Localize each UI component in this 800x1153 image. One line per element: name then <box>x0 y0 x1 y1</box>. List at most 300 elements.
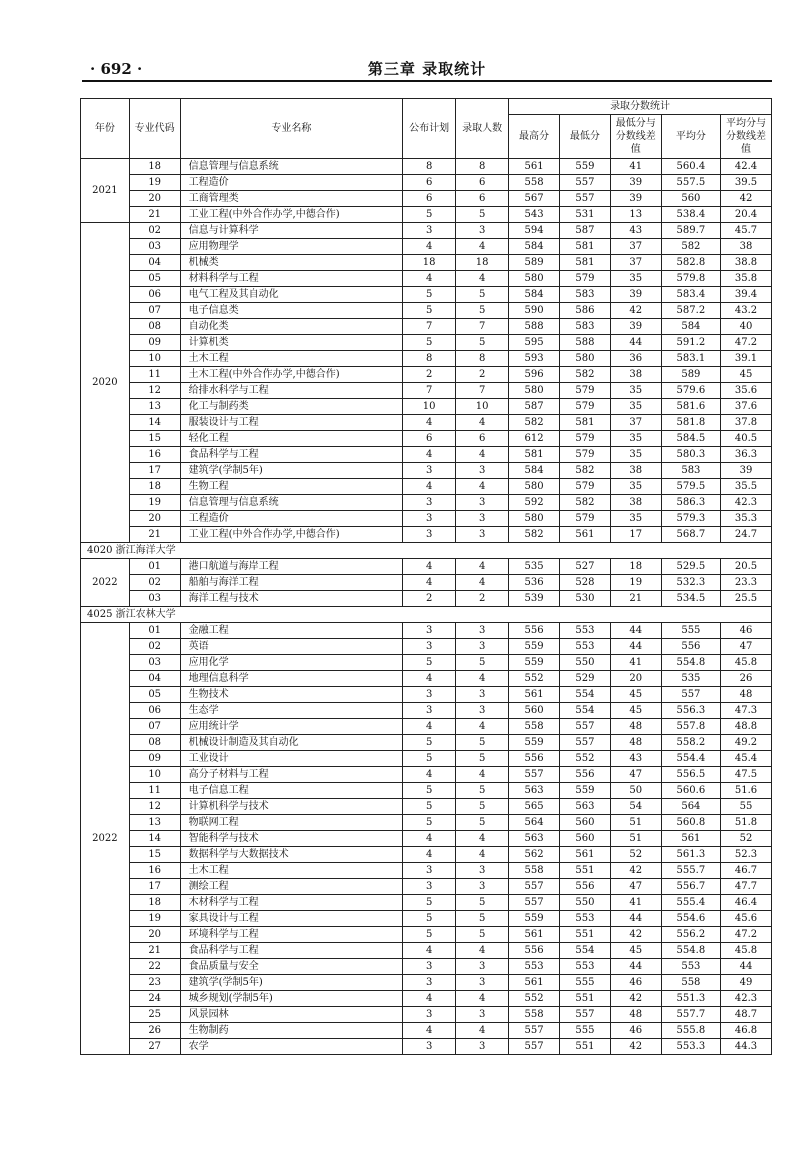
avg-cell: 534.5 <box>661 591 720 607</box>
table-row <box>81 303 772 319</box>
min-diff-cell: 35 <box>610 271 661 287</box>
min-diff-cell: 35 <box>610 447 661 463</box>
min-cell: 557 <box>559 175 610 191</box>
plan-cell: 4 <box>403 991 456 1007</box>
year-cell: 2021 <box>81 159 130 223</box>
avg-cell: 561.3 <box>661 847 720 863</box>
avg-cell: 553.3 <box>661 1039 720 1055</box>
table-row <box>81 527 772 543</box>
col-avg: 平均分 <box>661 115 720 159</box>
min-diff-cell: 51 <box>610 831 661 847</box>
code-cell: 02 <box>129 223 180 239</box>
table-row <box>81 1039 772 1055</box>
table-row <box>81 175 772 191</box>
code-cell: 14 <box>129 831 180 847</box>
avg-cell: 584.5 <box>661 431 720 447</box>
col-name: 专业名称 <box>180 99 403 159</box>
chapter-title: 第三章 录取统计 <box>367 60 487 78</box>
plan-cell: 4 <box>403 575 456 591</box>
max-cell: 558 <box>509 719 560 735</box>
min-cell: 560 <box>559 815 610 831</box>
avg-diff-cell: 48.7 <box>721 1007 772 1023</box>
code-cell: 13 <box>129 399 180 415</box>
min-cell: 583 <box>559 319 610 335</box>
admitted-cell: 4 <box>456 559 509 575</box>
code-cell: 20 <box>129 511 180 527</box>
avg-diff-cell: 42.3 <box>721 495 772 511</box>
name-cell: 计算机类 <box>180 335 403 351</box>
avg-diff-cell: 45.8 <box>721 943 772 959</box>
max-cell: 580 <box>509 271 560 287</box>
table-row <box>81 879 772 895</box>
max-cell: 557 <box>509 879 560 895</box>
table-row <box>81 911 772 927</box>
avg-cell: 560 <box>661 191 720 207</box>
avg-cell: 586.3 <box>661 495 720 511</box>
plan-cell: 4 <box>403 415 456 431</box>
name-cell: 生物技术 <box>180 687 403 703</box>
min-diff-cell: 35 <box>610 511 661 527</box>
name-cell: 木材科学与工程 <box>180 895 403 911</box>
plan-cell: 3 <box>403 687 456 703</box>
plan-cell: 4 <box>403 559 456 575</box>
code-cell: 23 <box>129 975 180 991</box>
max-cell: 594 <box>509 223 560 239</box>
avg-diff-cell: 37.6 <box>721 399 772 415</box>
table-row <box>81 655 772 671</box>
min-diff-cell: 39 <box>610 287 661 303</box>
min-diff-cell: 42 <box>610 991 661 1007</box>
plan-cell: 4 <box>403 239 456 255</box>
min-diff-cell: 47 <box>610 879 661 895</box>
name-cell: 信息与计算科学 <box>180 223 403 239</box>
table-row <box>81 191 772 207</box>
admitted-cell: 3 <box>456 463 509 479</box>
min-diff-cell: 46 <box>610 975 661 991</box>
max-cell: 557 <box>509 895 560 911</box>
plan-cell: 4 <box>403 671 456 687</box>
plan-cell: 5 <box>403 735 456 751</box>
avg-cell: 557 <box>661 687 720 703</box>
min-cell: 553 <box>559 623 610 639</box>
min-cell: 557 <box>559 191 610 207</box>
min-diff-cell: 37 <box>610 239 661 255</box>
code-cell: 07 <box>129 719 180 735</box>
max-cell: 536 <box>509 575 560 591</box>
table-row <box>81 223 772 239</box>
min-diff-cell: 42 <box>610 863 661 879</box>
avg-cell: 529.5 <box>661 559 720 575</box>
code-cell: 21 <box>129 527 180 543</box>
code-cell: 01 <box>129 623 180 639</box>
university-title: 4020 浙江海洋大学 <box>81 543 772 559</box>
plan-cell: 4 <box>403 831 456 847</box>
min-diff-cell: 52 <box>610 847 661 863</box>
min-diff-cell: 44 <box>610 639 661 655</box>
name-cell: 工商管理类 <box>180 191 403 207</box>
avg-cell: 579.5 <box>661 479 720 495</box>
table-row <box>81 559 772 575</box>
table-row <box>81 335 772 351</box>
code-cell: 03 <box>129 655 180 671</box>
max-cell: 587 <box>509 399 560 415</box>
name-cell: 给排水科学与工程 <box>180 383 403 399</box>
code-cell: 07 <box>129 303 180 319</box>
plan-cell: 5 <box>403 911 456 927</box>
code-cell: 18 <box>129 159 180 175</box>
min-diff-cell: 35 <box>610 399 661 415</box>
code-cell: 03 <box>129 239 180 255</box>
avg-diff-cell: 24.7 <box>721 527 772 543</box>
admitted-cell: 5 <box>456 655 509 671</box>
name-cell: 应用化学 <box>180 655 403 671</box>
admitted-cell: 4 <box>456 239 509 255</box>
admitted-cell: 7 <box>456 319 509 335</box>
avg-cell: 556.2 <box>661 927 720 943</box>
avg-cell: 560.4 <box>661 159 720 175</box>
min-cell: 551 <box>559 927 610 943</box>
avg-diff-cell: 25.5 <box>721 591 772 607</box>
max-cell: 557 <box>509 1039 560 1055</box>
min-diff-cell: 20 <box>610 671 661 687</box>
table-row <box>81 767 772 783</box>
admitted-cell: 5 <box>456 895 509 911</box>
min-cell: 579 <box>559 271 610 287</box>
min-cell: 555 <box>559 975 610 991</box>
min-diff-cell: 37 <box>610 255 661 271</box>
plan-cell: 3 <box>403 1039 456 1055</box>
max-cell: 556 <box>509 943 560 959</box>
plan-cell: 5 <box>403 655 456 671</box>
max-cell: 557 <box>509 1023 560 1039</box>
min-diff-cell: 38 <box>610 495 661 511</box>
min-diff-cell: 13 <box>610 207 661 223</box>
avg-cell: 583 <box>661 463 720 479</box>
code-cell: 18 <box>129 895 180 911</box>
name-cell: 自动化类 <box>180 319 403 335</box>
avg-cell: 581.8 <box>661 415 720 431</box>
table-row <box>81 511 772 527</box>
col-year: 年份 <box>81 99 130 159</box>
admitted-cell: 8 <box>456 159 509 175</box>
admitted-cell: 3 <box>456 511 509 527</box>
code-cell: 08 <box>129 735 180 751</box>
admitted-cell: 4 <box>456 767 509 783</box>
max-cell: 552 <box>509 671 560 687</box>
min-diff-cell: 44 <box>610 335 661 351</box>
min-cell: 579 <box>559 383 610 399</box>
max-cell: 584 <box>509 463 560 479</box>
plan-cell: 4 <box>403 271 456 287</box>
max-cell: 561 <box>509 927 560 943</box>
max-cell: 593 <box>509 351 560 367</box>
name-cell: 土木工程 <box>180 863 403 879</box>
avg-diff-cell: 49 <box>721 975 772 991</box>
avg-diff-cell: 47.2 <box>721 927 772 943</box>
avg-diff-cell: 42.3 <box>721 991 772 1007</box>
name-cell: 土木工程 <box>180 351 403 367</box>
max-cell: 582 <box>509 527 560 543</box>
plan-cell: 3 <box>403 639 456 655</box>
code-cell: 19 <box>129 495 180 511</box>
min-diff-cell: 21 <box>610 591 661 607</box>
min-cell: 528 <box>559 575 610 591</box>
max-cell: 552 <box>509 991 560 1007</box>
name-cell: 计算机科学与技术 <box>180 799 403 815</box>
avg-cell: 555.4 <box>661 895 720 911</box>
code-cell: 02 <box>129 639 180 655</box>
avg-diff-cell: 35.3 <box>721 511 772 527</box>
table-row <box>81 591 772 607</box>
avg-cell: 555.7 <box>661 863 720 879</box>
max-cell: 596 <box>509 367 560 383</box>
max-cell: 535 <box>509 559 560 575</box>
plan-cell: 5 <box>403 799 456 815</box>
code-cell: 25 <box>129 1007 180 1023</box>
name-cell: 土木工程(中外合作办学,中德合作) <box>180 367 403 383</box>
plan-cell: 3 <box>403 959 456 975</box>
plan-cell: 3 <box>403 495 456 511</box>
code-cell: 06 <box>129 703 180 719</box>
name-cell: 风景园林 <box>180 1007 403 1023</box>
min-cell: 551 <box>559 991 610 1007</box>
avg-diff-cell: 20.5 <box>721 559 772 575</box>
admitted-cell: 5 <box>456 303 509 319</box>
avg-diff-cell: 46.7 <box>721 863 772 879</box>
table-row <box>81 751 772 767</box>
max-cell: 560 <box>509 703 560 719</box>
min-diff-cell: 39 <box>610 319 661 335</box>
code-cell: 15 <box>129 847 180 863</box>
admitted-cell: 5 <box>456 799 509 815</box>
max-cell: 580 <box>509 479 560 495</box>
avg-diff-cell: 44.3 <box>721 1039 772 1055</box>
plan-cell: 3 <box>403 623 456 639</box>
code-cell: 24 <box>129 991 180 1007</box>
table-row <box>81 271 772 287</box>
admitted-cell: 5 <box>456 735 509 751</box>
min-diff-cell: 43 <box>610 223 661 239</box>
admitted-cell: 4 <box>456 943 509 959</box>
avg-diff-cell: 49.2 <box>721 735 772 751</box>
name-cell: 工业设计 <box>180 751 403 767</box>
avg-diff-cell: 45.4 <box>721 751 772 767</box>
min-cell: 551 <box>559 863 610 879</box>
avg-diff-cell: 38 <box>721 239 772 255</box>
table-row <box>81 351 772 367</box>
avg-cell: 579.6 <box>661 383 720 399</box>
name-cell: 工程造价 <box>180 511 403 527</box>
max-cell: 559 <box>509 639 560 655</box>
avg-diff-cell: 39.4 <box>721 287 772 303</box>
plan-cell: 5 <box>403 207 456 223</box>
min-cell: 582 <box>559 367 610 383</box>
admitted-cell: 3 <box>456 959 509 975</box>
min-cell: 556 <box>559 879 610 895</box>
avg-diff-cell: 44 <box>721 959 772 975</box>
admitted-cell: 3 <box>456 223 509 239</box>
table-row <box>81 367 772 383</box>
table-row <box>81 495 772 511</box>
admitted-cell: 8 <box>456 351 509 367</box>
code-cell: 17 <box>129 463 180 479</box>
avg-cell: 580.3 <box>661 447 720 463</box>
table-row <box>81 319 772 335</box>
plan-cell: 3 <box>403 463 456 479</box>
plan-cell: 3 <box>403 703 456 719</box>
min-diff-cell: 38 <box>610 463 661 479</box>
avg-diff-cell: 51.6 <box>721 783 772 799</box>
name-cell: 工业工程(中外合作办学,中德合作) <box>180 527 403 543</box>
admitted-cell: 5 <box>456 207 509 223</box>
avg-cell: 582 <box>661 239 720 255</box>
name-cell: 生物工程 <box>180 479 403 495</box>
max-cell: 567 <box>509 191 560 207</box>
max-cell: 588 <box>509 319 560 335</box>
name-cell: 环境科学与工程 <box>180 927 403 943</box>
min-cell: 560 <box>559 831 610 847</box>
avg-diff-cell: 40 <box>721 319 772 335</box>
max-cell: 558 <box>509 863 560 879</box>
min-cell: 551 <box>559 1039 610 1055</box>
code-cell: 01 <box>129 559 180 575</box>
avg-cell: 561 <box>661 831 720 847</box>
table-row <box>81 383 772 399</box>
max-cell: 581 <box>509 447 560 463</box>
max-cell: 561 <box>509 687 560 703</box>
admitted-cell: 2 <box>456 591 509 607</box>
min-cell: 557 <box>559 719 610 735</box>
plan-cell: 3 <box>403 863 456 879</box>
code-cell: 16 <box>129 863 180 879</box>
plan-cell: 4 <box>403 719 456 735</box>
min-diff-cell: 41 <box>610 655 661 671</box>
avg-diff-cell: 48.8 <box>721 719 772 735</box>
avg-cell: 591.2 <box>661 335 720 351</box>
code-cell: 16 <box>129 447 180 463</box>
min-diff-cell: 38 <box>610 367 661 383</box>
plan-cell: 4 <box>403 447 456 463</box>
plan-cell: 5 <box>403 815 456 831</box>
name-cell: 应用统计学 <box>180 719 403 735</box>
avg-diff-cell: 55 <box>721 799 772 815</box>
min-diff-cell: 45 <box>610 687 661 703</box>
page-header <box>82 58 772 80</box>
max-cell: 580 <box>509 383 560 399</box>
avg-diff-cell: 46.8 <box>721 1023 772 1039</box>
avg-cell: 556.7 <box>661 879 720 895</box>
max-cell: 559 <box>509 655 560 671</box>
table-row <box>81 255 772 271</box>
avg-diff-cell: 52.3 <box>721 847 772 863</box>
min-diff-cell: 54 <box>610 799 661 815</box>
min-cell: 579 <box>559 511 610 527</box>
admitted-cell: 4 <box>456 1023 509 1039</box>
avg-cell: 584 <box>661 319 720 335</box>
table-row <box>81 575 772 591</box>
name-cell: 工程造价 <box>180 175 403 191</box>
name-cell: 电子信息工程 <box>180 783 403 799</box>
name-cell: 高分子材料与工程 <box>180 767 403 783</box>
avg-cell: 553 <box>661 959 720 975</box>
plan-cell: 7 <box>403 383 456 399</box>
name-cell: 轻化工程 <box>180 431 403 447</box>
avg-diff-cell: 45.8 <box>721 655 772 671</box>
table-row <box>81 447 772 463</box>
table-header <box>81 99 772 159</box>
name-cell: 信息管理与信息系统 <box>180 159 403 175</box>
university-title: 4025 浙江农林大学 <box>81 607 772 623</box>
max-cell: 559 <box>509 735 560 751</box>
min-cell: 553 <box>559 639 610 655</box>
table-row <box>81 735 772 751</box>
year-cell: 2020 <box>81 223 130 543</box>
code-cell: 04 <box>129 671 180 687</box>
admitted-cell: 3 <box>456 527 509 543</box>
avg-diff-cell: 43.2 <box>721 303 772 319</box>
min-diff-cell: 39 <box>610 191 661 207</box>
name-cell: 食品科学与工程 <box>180 943 403 959</box>
plan-cell: 5 <box>403 751 456 767</box>
col-admitted: 录取人数 <box>456 99 509 159</box>
min-diff-cell: 41 <box>610 895 661 911</box>
max-cell: 563 <box>509 783 560 799</box>
min-diff-cell: 44 <box>610 623 661 639</box>
avg-cell: 581.6 <box>661 399 720 415</box>
code-cell: 21 <box>129 943 180 959</box>
admitted-cell: 5 <box>456 335 509 351</box>
min-cell: 583 <box>559 287 610 303</box>
plan-cell: 4 <box>403 479 456 495</box>
table-row <box>81 1007 772 1023</box>
min-diff-cell: 42 <box>610 1039 661 1055</box>
avg-diff-cell: 45.6 <box>721 911 772 927</box>
max-cell: 557 <box>509 767 560 783</box>
plan-cell: 5 <box>403 895 456 911</box>
avg-cell: 556 <box>661 639 720 655</box>
min-diff-cell: 46 <box>610 1023 661 1039</box>
table-row <box>81 703 772 719</box>
min-diff-cell: 39 <box>610 175 661 191</box>
avg-diff-cell: 45 <box>721 367 772 383</box>
avg-cell: 582.8 <box>661 255 720 271</box>
plan-cell: 3 <box>403 975 456 991</box>
code-cell: 09 <box>129 751 180 767</box>
table-row <box>81 959 772 975</box>
min-cell: 554 <box>559 687 610 703</box>
admitted-cell: 3 <box>456 879 509 895</box>
name-cell: 金融工程 <box>180 623 403 639</box>
admitted-cell: 3 <box>456 639 509 655</box>
year-cell: 2022 <box>81 623 130 1055</box>
name-cell: 英语 <box>180 639 403 655</box>
avg-diff-cell: 23.3 <box>721 575 772 591</box>
plan-cell: 5 <box>403 303 456 319</box>
code-cell: 15 <box>129 431 180 447</box>
min-cell: 529 <box>559 671 610 687</box>
admitted-cell: 4 <box>456 671 509 687</box>
max-cell: 590 <box>509 303 560 319</box>
avg-diff-cell: 47.2 <box>721 335 772 351</box>
avg-cell: 557.5 <box>661 175 720 191</box>
plan-cell: 3 <box>403 879 456 895</box>
min-diff-cell: 48 <box>610 719 661 735</box>
table-row <box>81 287 772 303</box>
plan-cell: 2 <box>403 591 456 607</box>
max-cell: 553 <box>509 959 560 975</box>
min-cell: 588 <box>559 335 610 351</box>
max-cell: 580 <box>509 511 560 527</box>
